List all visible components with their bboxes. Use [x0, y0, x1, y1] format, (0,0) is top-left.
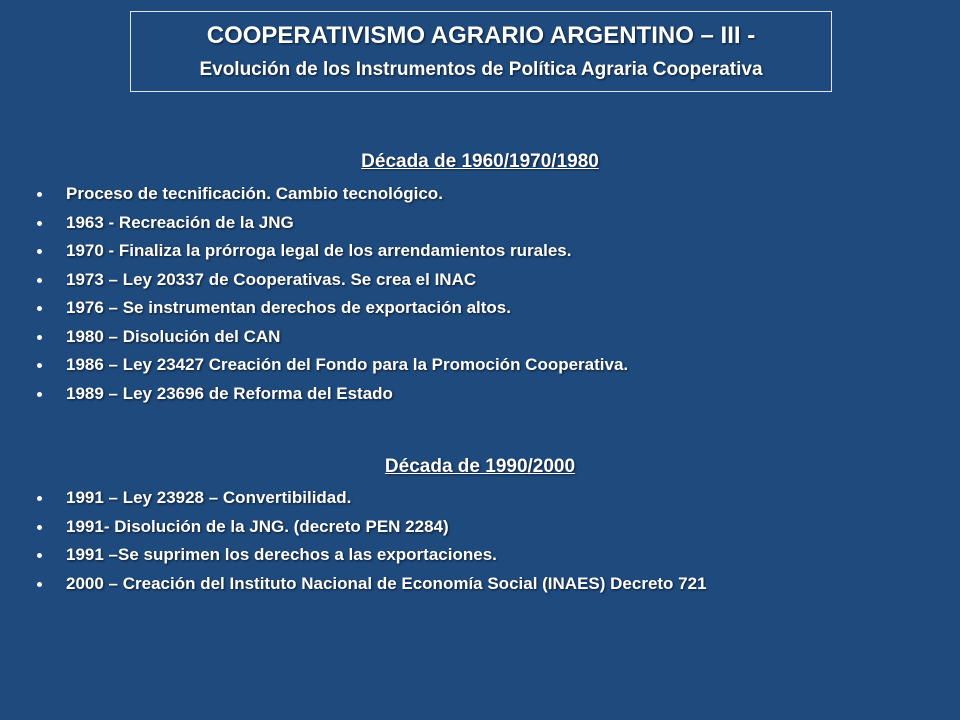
list-item-text: 1973 – Ley 20337 de Cooperativas. Se crea el INAC [66, 269, 477, 289]
bullet-icon [37, 192, 42, 197]
page-subtitle: Evolución de los Instrumentos de Política Agraria Cooperativa [199, 59, 763, 80]
list-item-text: 1986 – Ley 23427 Creación del Fondo para la Promoción Cooperativa. [66, 355, 629, 374]
bullet-icon [37, 363, 42, 368]
list-item [0, 380, 628, 409]
list-item-text: 1963 - Recreación de la JNG [66, 212, 294, 232]
bullet-icon [37, 306, 42, 311]
list-item [0, 294, 628, 323]
section-heading-1960-1980: Década de 1960/1970/1980 [361, 151, 599, 172]
page-title: COOPERATIVISMO AGRARIO ARGENTINO – III - [206, 22, 756, 49]
list-item [0, 323, 628, 352]
list-item-text: 2000 – Creación del Instituto Nacional de Economía Social (INAES) Decreto 721 [66, 573, 707, 593]
list-item [0, 209, 628, 238]
list-item [0, 570, 707, 599]
list-item-text: 1980 – Disolución del CAN [66, 326, 281, 346]
list-item [0, 351, 628, 380]
bullet-icon [37, 221, 42, 226]
section-heading-1990-2000: Década de 1990/2000 [384, 456, 576, 477]
list-item-text: Proceso de tecnificación. Cambio tecnológico. [66, 184, 443, 203]
bullet-icon [37, 553, 42, 558]
list-item-text: 1976 – Se instrumentan derechos de exportación altos. [66, 298, 511, 317]
list-item-text: 1991- Disolución de la JNG. (decreto PEN 2284) [66, 516, 449, 536]
bullet-icon [37, 392, 42, 397]
bullet-list-1960-1980 [0, 180, 628, 408]
bullet-icon [37, 335, 42, 340]
list-item-text: 1989 – Ley 23696 de Reforma del Estado [66, 383, 393, 403]
list-item-text: 1991 – Ley 23928 – Convertibilidad. [66, 488, 352, 507]
bullet-list-1990-2000 [0, 484, 707, 598]
list-item-text: 1991 –Se suprimen los derechos a las exportaciones. [66, 545, 497, 564]
list-item [0, 484, 707, 513]
list-item [0, 237, 628, 266]
bullet-icon [37, 496, 42, 501]
list-item-text: 1970 - Finaliza la prórroga legal de los arrendamientos rurales. [66, 241, 572, 260]
bullet-icon [37, 278, 42, 283]
title-box [130, 11, 832, 92]
list-item [0, 513, 707, 542]
list-item [0, 541, 707, 570]
list-item [0, 180, 628, 209]
bullet-icon [37, 249, 42, 254]
bullet-icon [37, 582, 42, 587]
bullet-icon [37, 525, 42, 530]
list-item [0, 266, 628, 295]
